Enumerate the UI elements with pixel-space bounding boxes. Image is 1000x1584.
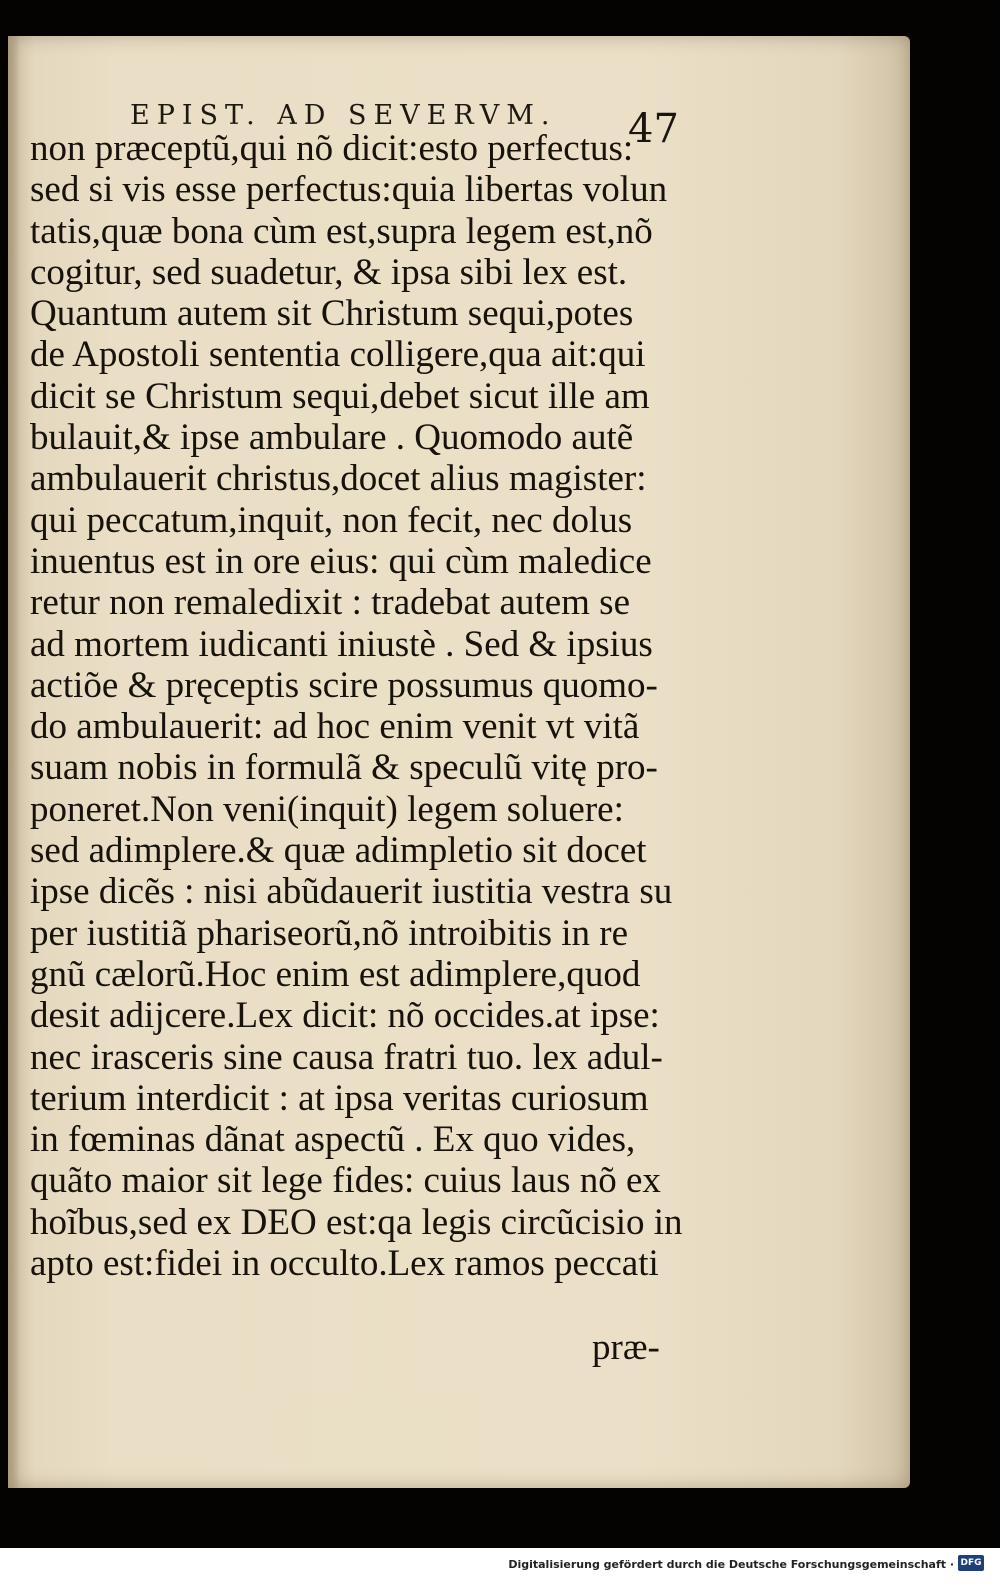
text-line: bulauit,& ipse ambulare . Quomodo autẽ	[30, 417, 634, 459]
body-text	[30, 128, 710, 1284]
text-line: non præceptũ,qui nõ dicit:esto perfectus:	[30, 128, 634, 169]
text-line: sed adimplere.& quæ adimpletio sit docet	[30, 830, 647, 872]
text-line: in fœminas dãnat aspectũ . Ex quo vides,	[30, 1119, 636, 1161]
text-line: apto est:fidei in occulto.Lex ramos peccati	[30, 1243, 659, 1285]
text-line: suam nobis in formulã & speculũ vitę pro-	[30, 747, 658, 789]
text-line: retur non remaledixit : tradebat autem se	[30, 582, 630, 624]
text-line: inuentus est in ore eius: qui cùm maledice	[30, 540, 652, 582]
catchword: præ-	[592, 1327, 660, 1368]
text-line: ambulauerit christus,docet alius magister:	[30, 458, 647, 500]
text-line: ipse dicẽs : nisi abũdauerit iustitia vestra su	[30, 871, 673, 913]
text-line: tatis,quæ bona cùm est,supra legem est,nõ	[30, 210, 653, 252]
page-number: 47	[628, 106, 679, 152]
text-line: de Apostoli sententia colligere,qua ait:qui	[30, 334, 646, 376]
text-line: poneret.Non veni(inquit) legem soluere:	[30, 788, 624, 830]
text-line: cogitur, sed suadetur, & ipsa sibi lex est.	[30, 251, 628, 293]
text-line: sed si vis esse perfectus:quia libertas volun	[30, 169, 668, 211]
text-line: per iustitiã phariseorũ,nõ introibitis in re	[30, 912, 629, 954]
text-line: gnũ cælorũ.Hoc enim est adimplere,quod	[30, 953, 641, 995]
text-line: Quantum autem sit Christum sequi,potes	[30, 293, 634, 335]
running-head: EPIST. AD SEVERVM.	[130, 100, 557, 131]
text-line: qui peccatum,inquit, non fecit, nec dolus	[30, 499, 633, 541]
text-line: quãto maior sit lege fides: cuius laus nõ ex	[30, 1160, 661, 1202]
text-line: ad mortem iudicanti iniustè . Sed & ipsius	[30, 623, 653, 665]
text-line: nec irasceris sine causa fratri tuo. lex adul-	[30, 1036, 663, 1078]
text-line: hoĩbus,sed ex DEO est:qa legis circũcisio in	[30, 1201, 683, 1243]
dfg-logo: DFG	[958, 1555, 984, 1571]
text-line: do ambulauerit: ad hoc enim venit vt vitã	[30, 706, 640, 748]
funding-credit: Digitalisierung gefördert durch die Deutsche Forschungsgemeinschaft ·	[508, 1558, 954, 1571]
text-line: desit adijcere.Lex dicit: nõ occides.at ipse:	[30, 995, 660, 1037]
text-line: terium interdicit : at ipsa veritas curiosum	[30, 1077, 649, 1119]
text-line: actiõe & pręceptis scire possumus quomo-	[30, 664, 658, 706]
text-line: dicit se Christum sequi,debet sicut ille am	[30, 375, 650, 417]
